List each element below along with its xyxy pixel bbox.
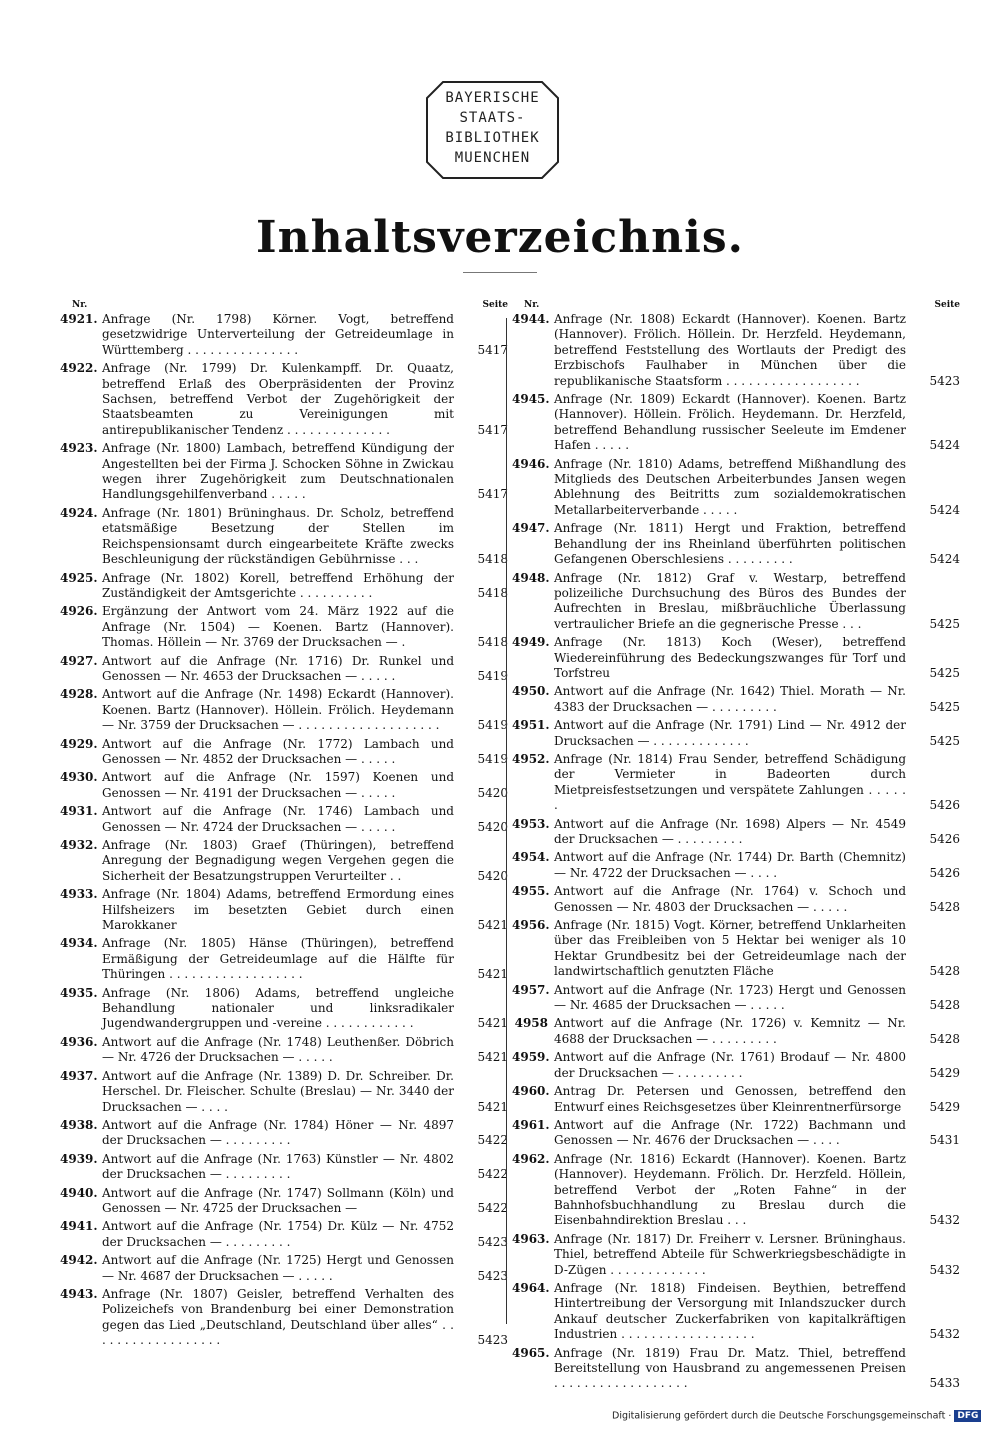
entry-text: Anfrage (Nr. 1800) Lambach, betreffend Kündigung der Angestellten bei der Firma J. Schocken Söhne in Zwickau wegen ihrer Zugehörigkeit zum Deutschnationalen Handlungsgehilfenverband . . . . . [102, 441, 454, 502]
nr-header: Nr. [72, 300, 88, 310]
toc-entry [512, 635, 960, 681]
entry-number: 4929. [60, 736, 98, 751]
toc-entry [60, 936, 508, 982]
toc-entry [512, 718, 960, 749]
toc-entry [60, 1186, 508, 1217]
entry-number: 4921. [60, 312, 98, 326]
toc-entry [60, 887, 508, 933]
entry-page: 5418 [477, 552, 508, 567]
entry-page: 5421 [477, 967, 508, 982]
seite-header: Seite [934, 300, 960, 310]
entry-text: Antwort auf die Anfrage (Nr. 1747) Sollmann (Köln) und Genossen — Nr. 4725 der Drucksachen — [102, 1185, 454, 1215]
entry-page: 5423 [477, 1333, 508, 1348]
entry-page: 5423 [477, 1268, 508, 1283]
toc-entry [512, 850, 960, 881]
entry-number: 4933. [60, 887, 98, 902]
entry-text: Ergänzung der Antwort vom 24. März 1922 auf die Anfrage (Nr. 1504) — Koenen. Bartz (Hannover). Thomas. Höllein — Nr. 3769 der Drucksachen — . [102, 604, 454, 650]
entry-number: 4940. [60, 1185, 98, 1200]
entry-text: Anfrage (Nr. 1818) Findeisen. Beythien, betreffend Hintertreibung der Versorgung mit Inlandszucker durch Ankauf deutscher Zuckerfabriken von kapitalkräftigen Industrien . . . . . . . . . . . . . . . . . . [554, 1280, 906, 1342]
entry-text: Antwort auf die Anfrage (Nr. 1746) Lambach und Genossen — Nr. 4724 der Drucksachen — . . . . . [102, 804, 454, 834]
column-header [60, 298, 508, 312]
entry-number: 4952. [512, 751, 550, 766]
entry-text: Antwort auf die Anfrage (Nr. 1698) Alpers — Nr. 4549 der Drucksachen — . . . . . . . . . [554, 816, 906, 846]
entry-page: 5429 [929, 1099, 960, 1114]
entry-page: 5423 [929, 373, 960, 388]
entry-number: 4958 [514, 1016, 548, 1031]
entry-text: Antwort auf die Anfrage (Nr. 1772) Lambach und Genossen — Nr. 4852 der Drucksachen — . . . . . [102, 736, 454, 766]
entry-number: 4924. [60, 505, 98, 520]
entry-text: Antwort auf die Anfrage (Nr. 1763) Künstler — Nr. 4802 der Drucksachen — . . . . . . . . . [102, 1151, 454, 1182]
entry-text: Anfrage (Nr. 1815) Vogt. Körner, betreffend Unklarheiten über das Freibleiben von 5 Hektar bei weniger als 10 Hektar Grundbesitz bei der Getreideumlage nach der landwirtschaftlich genutzten Fläche [554, 918, 906, 979]
column-divider [506, 318, 507, 1324]
entry-number: 4948. [512, 570, 550, 585]
entry-page: 5433 [929, 1376, 960, 1391]
entry-page: 5418 [477, 635, 508, 650]
entry-page: 5428 [929, 899, 960, 914]
entry-number: 4944. [512, 312, 550, 326]
entry-page: 5428 [929, 964, 960, 979]
page-title: Inhaltsverzeichnis. [256, 212, 744, 263]
toc-entry [60, 737, 508, 768]
entry-number: 4938. [60, 1117, 98, 1132]
stamp-line: BIBLIOTHEK [445, 130, 540, 146]
entry-number: 4951. [512, 718, 550, 733]
entry-page: 5421 [477, 1050, 508, 1065]
toc-entry [60, 361, 508, 438]
entry-page: 5425 [929, 665, 960, 680]
entry-page: 5425 [929, 616, 960, 631]
toc-entry [60, 1118, 508, 1149]
entry-text: Anfrage (Nr. 1812) Graf v. Westarp, betreffend polizeiliche Durchsuchung des Büros des Bundes der Aufrechten in Breslau, mißbräuchliche Überlassung vertraulicher Briefe an die gegnerische Presse . . . [554, 570, 906, 631]
entry-page: 5432 [929, 1262, 960, 1277]
entry-page: 5425 [929, 699, 960, 714]
toc-entry [60, 1152, 508, 1183]
entry-page: 5423 [477, 1234, 508, 1249]
entry-number: 4925. [60, 570, 98, 585]
entry-page: 5419 [477, 718, 508, 733]
entry-number: 4937. [60, 1068, 98, 1083]
entry-number: 4956. [512, 918, 550, 933]
toc-entry [512, 1346, 960, 1392]
entry-number: 4965. [512, 1345, 550, 1360]
toc-entry [512, 1281, 960, 1343]
toc-entry [512, 1016, 960, 1047]
entry-text: Antwort auf die Anfrage (Nr. 1761) Brodauf — Nr. 4800 der Drucksachen — . . . . . . . . . [554, 1050, 906, 1080]
toc-entry [60, 604, 508, 650]
entry-text: Anfrage (Nr. 1816) Eckardt (Hannover). Koenen. Bartz (Hannover). Heydemann. Frölich. Dr. Herzfeld. Höllein, betreffend Verbot der „Roten Fahne“ in der Bahnhofsbuchhandlung zu Breslau durch die Eisenbahndirektion Breslau . . . [554, 1151, 906, 1228]
entry-number: 4927. [60, 653, 98, 668]
toc-entry [512, 1084, 960, 1115]
nr-header: Nr. [524, 300, 540, 310]
footer [612, 1410, 981, 1422]
entry-page: 5429 [929, 1065, 960, 1080]
entry-number: 4959. [512, 1050, 550, 1065]
entry-text: Antwort auf die Anfrage (Nr. 1642) Thiel. Morath — Nr. 4383 der Drucksachen — . . . . . . . . . [554, 684, 906, 714]
entry-page: 5419 [477, 668, 508, 683]
toc-entry [512, 684, 960, 715]
entry-text: Anfrage (Nr. 1811) Hergt und Fraktion, betreffend Behandlung der ins Rheinland überführten politischen Gefangenen Oberschlesiens . . . . . . . . . [554, 521, 906, 567]
toc-entry [512, 1050, 960, 1081]
toc-entry [512, 312, 960, 389]
entry-text: Anfrage (Nr. 1799) Dr. Kulenkampff. Dr. Quaatz, betreffend Erlaß des Oberpräsidenten der Provinz Sachsen, betreffend Verbot der Zugehörigkeit der Staatsbeamten zu Vereinigungen mit antirepublikanischer Tendenz . . . . . . . . . . . . . . [102, 361, 454, 437]
footer-separator: · [948, 1410, 952, 1422]
toc-entry [512, 392, 960, 454]
entry-text: Antwort auf die Anfrage (Nr. 1744) Dr. Barth (Chemnitz) — Nr. 4722 der Drucksachen — . . . . [554, 850, 906, 880]
stamp-line: BAYERISCHE [445, 90, 540, 106]
entry-number: 4954. [512, 850, 550, 865]
entry-page: 5424 [929, 438, 960, 453]
right-entries [512, 312, 960, 1392]
entry-text: Anfrage (Nr. 1808) Eckardt (Hannover). Koenen. Bartz (Hannover). Frölich. Höllein. Dr. Herzfeld. Heydemann, betreffend Feststellung des Wortlauts der Predigt des Erzbischofs Faulhaber in München über die republikanische Staatsform . . . . . . . . . . . . . . . . . . [554, 312, 906, 388]
toc-entry [512, 1232, 960, 1278]
entry-text: Anfrage (Nr. 1813) Koch (Weser), betreffend Wiedereinführung des Bedeckungszwanges für Torf und Torfstreu [554, 635, 906, 680]
footer-text: Digitalisierung gefördert durch die Deutsche Forschungsgemeinschaft [612, 1410, 946, 1422]
entry-number: 4939. [60, 1151, 98, 1166]
toc-entry [512, 521, 960, 567]
toc-entry [60, 770, 508, 801]
toc-entry [60, 441, 508, 503]
entry-page: 5421 [477, 918, 508, 933]
toc-entry [60, 1287, 508, 1349]
entry-text: Antwort auf die Anfrage (Nr. 1597) Koenen und Genossen — Nr. 4191 der Drucksachen — . . . . . [102, 770, 454, 800]
entry-text: Anfrage (Nr. 1801) Brüninghaus. Dr. Scholz, betreffend etatsmäßige Besetzung der Stellen im Reichspensionsamt durch eingearbeitete Kräfte zwecks Beschleunigung der rückständigen Gebührnisse . . . [102, 505, 454, 567]
entry-text: Antwort auf die Anfrage (Nr. 1791) Lind — Nr. 4912 der Drucksachen — . . . . . . . . . . . . . [554, 718, 906, 748]
entry-page: 5420 [477, 785, 508, 800]
toc-entry [512, 571, 960, 633]
right-column [512, 298, 960, 1395]
entry-number: 4962. [512, 1151, 550, 1166]
entry-number: 4926. [60, 604, 98, 619]
toc-entry [512, 884, 960, 915]
toc-entry [512, 752, 960, 814]
entry-number: 4953. [512, 816, 550, 831]
entry-text: Anfrage (Nr. 1803) Graef (Thüringen), betreffend Anregung der Begnadigung wegen Vergehen gegen die Sicherheit der Besatzungstruppen Verurteilter . . [102, 838, 454, 883]
entry-number: 4935. [60, 985, 98, 1000]
toc-entry [60, 506, 508, 568]
entry-page: 5419 [477, 751, 508, 766]
entry-number: 4923. [60, 441, 98, 456]
entry-page: 5432 [929, 1327, 960, 1342]
entry-page: 5426 [929, 798, 960, 813]
entry-number: 4961. [512, 1117, 550, 1132]
toc-entry [60, 571, 508, 602]
entry-page: 5432 [929, 1213, 960, 1228]
entry-text: Antwort auf die Anfrage (Nr. 1716) Dr. Runkel und Genossen — Nr. 4653 der Drucksachen — . . . . . [102, 653, 454, 683]
entry-page: 5421 [477, 1099, 508, 1114]
entry-number: 4946. [512, 456, 550, 471]
entry-text: Antwort auf die Anfrage (Nr. 1389) D. Dr. Schreiber. Dr. Herschel. Dr. Fleischer. Schulte (Breslau) — Nr. 3440 der Drucksachen — . . . . [102, 1068, 454, 1114]
entry-number: 4957. [512, 982, 550, 997]
entry-number: 4947. [512, 521, 550, 536]
column-header [512, 298, 960, 312]
entry-number: 4936. [60, 1034, 98, 1049]
title-rule [463, 272, 537, 273]
toc-entry [512, 817, 960, 848]
entry-text: Anfrage (Nr. 1804) Adams, betreffend Ermordung eines Hilfsheizers im besetzten Gebiet durch einen Marokkaner [102, 887, 454, 933]
entry-page: 5422 [477, 1167, 508, 1182]
entry-number: 4955. [512, 884, 550, 899]
entry-number: 4943. [60, 1286, 98, 1301]
stamp-line: MUENCHEN [454, 150, 531, 166]
entry-text: Antwort auf die Anfrage (Nr. 1748) Leuthenßer. Döbrich — Nr. 4726 der Drucksachen — . . . . . [102, 1034, 454, 1065]
entry-text: Antwort auf die Anfrage (Nr. 1726) v. Kemnitz — Nr. 4688 der Drucksachen — . . . . . . . . . [554, 1016, 906, 1046]
entry-text: Anfrage (Nr. 1805) Hänse (Thüringen), betreffend Ermäßigung der Getreideumlage auf die Hälfte für Thüringen . . . . . . . . . . . . . . . . . . [102, 936, 454, 982]
entry-text: Antwort auf die Anfrage (Nr. 1784) Höner — Nr. 4897 der Drucksachen — . . . . . . . . . [102, 1117, 454, 1148]
entry-number: 4964. [512, 1280, 550, 1295]
entry-page: 5424 [929, 502, 960, 517]
library-stamp [425, 80, 560, 180]
entry-text: Antwort auf die Anfrage (Nr. 1764) v. Schoch und Genossen — Nr. 4803 der Drucksachen — . . . . . [554, 884, 906, 914]
left-entries [60, 312, 508, 1349]
toc-entry [60, 986, 508, 1032]
entry-page: 5417 [477, 422, 508, 437]
toc-entry [512, 1118, 960, 1149]
entry-page: 5424 [929, 552, 960, 567]
entry-text: Anfrage (Nr. 1819) Frau Dr. Matz. Thiel, betreffend Bereitstellung von Hausbrand zu angemessenen Preisen . . . . . . . . . . . . . . . . . . [554, 1345, 906, 1391]
entry-page: 5420 [477, 868, 508, 883]
entry-number: 4941. [60, 1219, 98, 1234]
toc-entry [60, 654, 508, 685]
entry-number: 4949. [512, 635, 550, 650]
entry-text: Antwort auf die Anfrage (Nr. 1725) Hergt und Genossen — Nr. 4687 der Drucksachen — . . . . . [102, 1253, 454, 1283]
toc-entry [60, 838, 508, 884]
entry-text: Anfrage (Nr. 1809) Eckardt (Hannover). Koenen. Bartz (Hannover). Höllein. Frölich. Heydemann. Dr. Herzfeld, betreffend Behandlung russischer Seeleute im Emdener Hafen . . . . . [554, 392, 906, 453]
entry-page: 5431 [929, 1133, 960, 1148]
toc-entry [60, 1219, 508, 1250]
entry-text: Antwort auf die Anfrage (Nr. 1498) Eckardt (Hannover). Koenen. Bartz (Hannover). Höllein. Frölich. Heydemann — Nr. 3759 der Drucksachen — . . . . . . . . . . . . . . . . . . . [102, 687, 454, 733]
entry-number: 4945. [512, 392, 550, 407]
toc-entry [512, 983, 960, 1014]
entry-page: 5420 [477, 819, 508, 834]
entry-page: 5428 [929, 998, 960, 1013]
entry-text: Anfrage (Nr. 1817) Dr. Freiherr v. Lersner. Brüninghaus. Thiel, betreffend Abteile für Schwerkriegsbeschädigte in D-Zügen . . . . . . . . . . . . . [554, 1231, 906, 1277]
entry-page: 5428 [929, 1031, 960, 1046]
entry-text: Anfrage (Nr. 1810) Adams, betreffend Mißhandlung des Mitglieds des Deutschen Arbeiterbundes Jansen wegen Ablehnung des Beitritts zum sozialdemokratischen Metallarbeiterverbande . . . . . [554, 456, 906, 517]
entry-page: 5425 [929, 733, 960, 748]
entry-page: 5417 [477, 487, 508, 502]
entry-number: 4963. [512, 1231, 550, 1246]
dfg-logo: DFG [954, 1410, 981, 1422]
entry-page: 5422 [477, 1200, 508, 1215]
entry-page: 5426 [929, 832, 960, 846]
entry-number: 4950. [512, 684, 550, 699]
left-column [60, 298, 508, 1352]
toc-entry [512, 457, 960, 519]
entry-text: Antrag Dr. Petersen und Genossen, betreffend den Entwurf eines Reichsgesetzes über Kleinrentnerfürsorge [554, 1084, 906, 1114]
toc-entry [512, 1152, 960, 1229]
toc-entry [60, 687, 508, 733]
entry-page: 5426 [929, 865, 960, 880]
entry-text: Anfrage (Nr. 1807) Geisler, betreffend Verhalten des Polizeichefs von Brandenburg bei einer Demonstration gegen das Lied „Deutschland, Deutschland über alles“ . . . . . . . . . . . . . . . . . . [102, 1286, 454, 1348]
entry-text: Anfrage (Nr. 1814) Frau Sender, betreffend Schädigung der Vermieter in Badeorten durch Mietpreisfestsetzungen und verspätete Zahlungen . . . . . . [554, 751, 906, 813]
entry-number: 4931. [60, 804, 98, 819]
entry-text: Anfrage (Nr. 1798) Körner. Vogt, betreffend gesetzwidrige Unterverteilung der Getreideumlage in Württemberg . . . . . . . . . . . . . . . [102, 312, 454, 357]
entry-number: 4932. [60, 838, 98, 852]
entry-number: 4942. [60, 1253, 98, 1268]
entry-page: 5417 [477, 342, 508, 357]
entry-text: Anfrage (Nr. 1802) Korell, betreffend Erhöhung der Zuständigkeit der Amtsgerichte . . . . . . . . . . [102, 570, 454, 600]
stamp-line: STAATS- [459, 110, 526, 126]
entry-page: 5418 [477, 585, 508, 600]
entry-text: Antwort auf die Anfrage (Nr. 1722) Bachmann und Genossen — Nr. 4676 der Drucksachen — . . . . [554, 1117, 906, 1148]
toc-entry [60, 312, 508, 358]
entry-number: 4930. [60, 770, 98, 785]
entry-page: 5421 [477, 1016, 508, 1031]
entry-number: 4928. [60, 687, 98, 702]
toc-entry [60, 1035, 508, 1066]
toc-entry [60, 1253, 508, 1284]
entry-number: 4960. [512, 1084, 550, 1099]
entry-page: 5422 [477, 1133, 508, 1148]
toc-entry [60, 804, 508, 835]
toc-entry [60, 1069, 508, 1115]
stamp-text [425, 88, 560, 168]
toc-entry [512, 918, 960, 980]
entry-text: Antwort auf die Anfrage (Nr. 1723) Hergt und Genossen — Nr. 4685 der Drucksachen — . . . . . [554, 982, 906, 1013]
seite-header: Seite [482, 300, 508, 310]
entry-text: Anfrage (Nr. 1806) Adams, betreffend ungleiche Behandlung nationaler und linksradikaler Jugendwandergruppen und -vereine . . . . . . . . . . . . [102, 985, 454, 1031]
entry-number: 4934. [60, 936, 98, 951]
entry-text: Antwort auf die Anfrage (Nr. 1754) Dr. Külz — Nr. 4752 der Drucksachen — . . . . . . . . . [102, 1219, 454, 1249]
entry-number: 4922. [60, 361, 98, 376]
